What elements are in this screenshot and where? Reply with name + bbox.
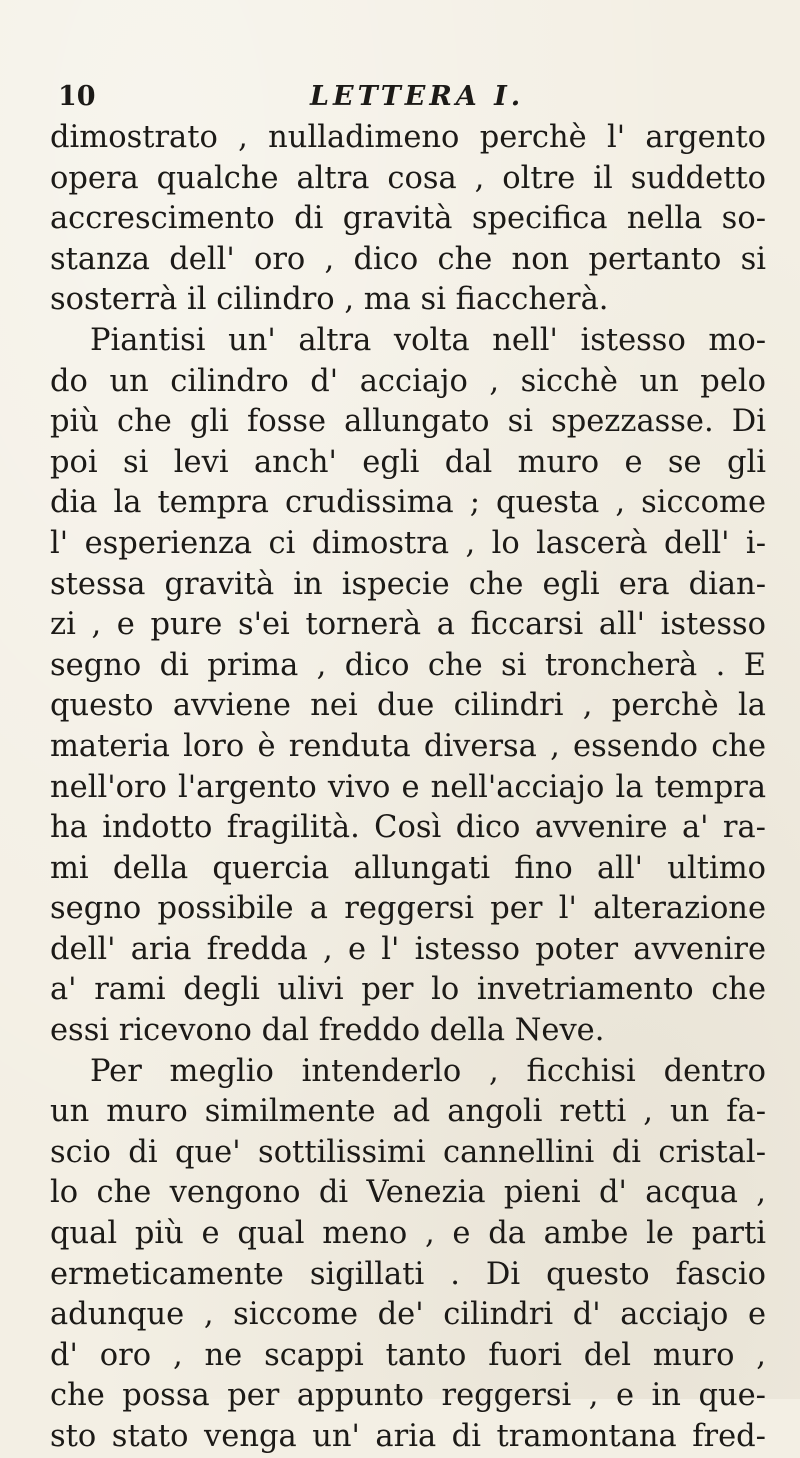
text-line: opera qualche altra cosa , oltre il suddetto: [50, 160, 766, 196]
text-line: qual più e qual meno , e da ambe le parti: [50, 1216, 766, 1252]
text-line: zi , e pure s'ei tornerà a ficcarsi all' istesso: [50, 607, 766, 643]
page-number: 10: [58, 81, 96, 112]
text-line: che possa per appunto reggersi , e in que-: [50, 1378, 766, 1414]
text-line: do un cilindro d' acciajo , sicchè un pelo: [50, 363, 766, 399]
text-line: un muro similmente ad angoli retti , un fa-: [50, 1094, 766, 1130]
text-line: segno di prima , dico che si troncherà . E: [50, 647, 766, 683]
text-line: accrescimento di gravità specifica nella so-: [50, 201, 766, 237]
text-line: scio di que' sottilissimi cannellini di cristal-: [50, 1134, 766, 1170]
running-head: [50, 78, 766, 116]
text-line: ha indotto fragilità. Così dico avvenire a' ra-: [50, 810, 766, 846]
text-line: segno possibile a reggersi per l' alterazione: [50, 891, 766, 927]
text-line: d' oro , ne scappi tanto fuori del muro ,: [50, 1337, 766, 1373]
text-line: materia loro è renduta diversa , essendo che: [50, 728, 766, 764]
text-line: stanza dell' oro , dico che non pertanto si: [50, 241, 766, 277]
text-line: più che gli fosse allungato si spezzasse. Di: [50, 404, 766, 440]
text-line: dimostrato , nulladimeno perchè l' argento: [50, 120, 766, 155]
text-line: adunque , siccome de' cilindri d' acciajo e: [50, 1297, 766, 1333]
text-line: dell' aria fredda , e l' istesso poter avvenire: [50, 931, 766, 967]
text-line: mi della quercia allungati fino all' ultimo: [50, 850, 766, 886]
text-line: lo che vengono di Venezia pieni d' acqua ,: [50, 1175, 766, 1211]
text-line: nell'oro l'argento vivo e nell'acciajo la tempra: [50, 769, 766, 805]
text-line: a' rami degli ulivi per lo invetriamento che: [50, 972, 766, 1008]
text-line: ermeticamente sigillati . Di questo fascio: [50, 1256, 766, 1292]
text-line: stessa gravità in ispecie che egli era dian-: [50, 566, 766, 602]
text-line: l' esperienza ci dimostra , lo lascerà dell' i-: [50, 525, 766, 561]
text-line: questo avviene nei due cilindri , perchè la: [50, 688, 766, 724]
text-line: dia la tempra crudissima ; questa , siccome: [50, 485, 766, 521]
text-line: poi si levi anch' egli dal muro e se gli: [50, 444, 766, 480]
text-line: Piantisi un' altra volta nell' istesso mo-: [90, 322, 766, 358]
running-title: LETTERA I.: [310, 81, 525, 112]
text-line: essi ricevono dal freddo della Neve.: [50, 1013, 605, 1049]
body-text: [50, 118, 766, 1458]
text-line: sosterrà il cilindro , ma si fiaccherà.: [50, 282, 609, 318]
text-line: Per meglio intenderlo , ficchisi dentro: [90, 1053, 766, 1089]
text-line: sto stato venga un' aria di tramontana fred-: [50, 1419, 766, 1454]
